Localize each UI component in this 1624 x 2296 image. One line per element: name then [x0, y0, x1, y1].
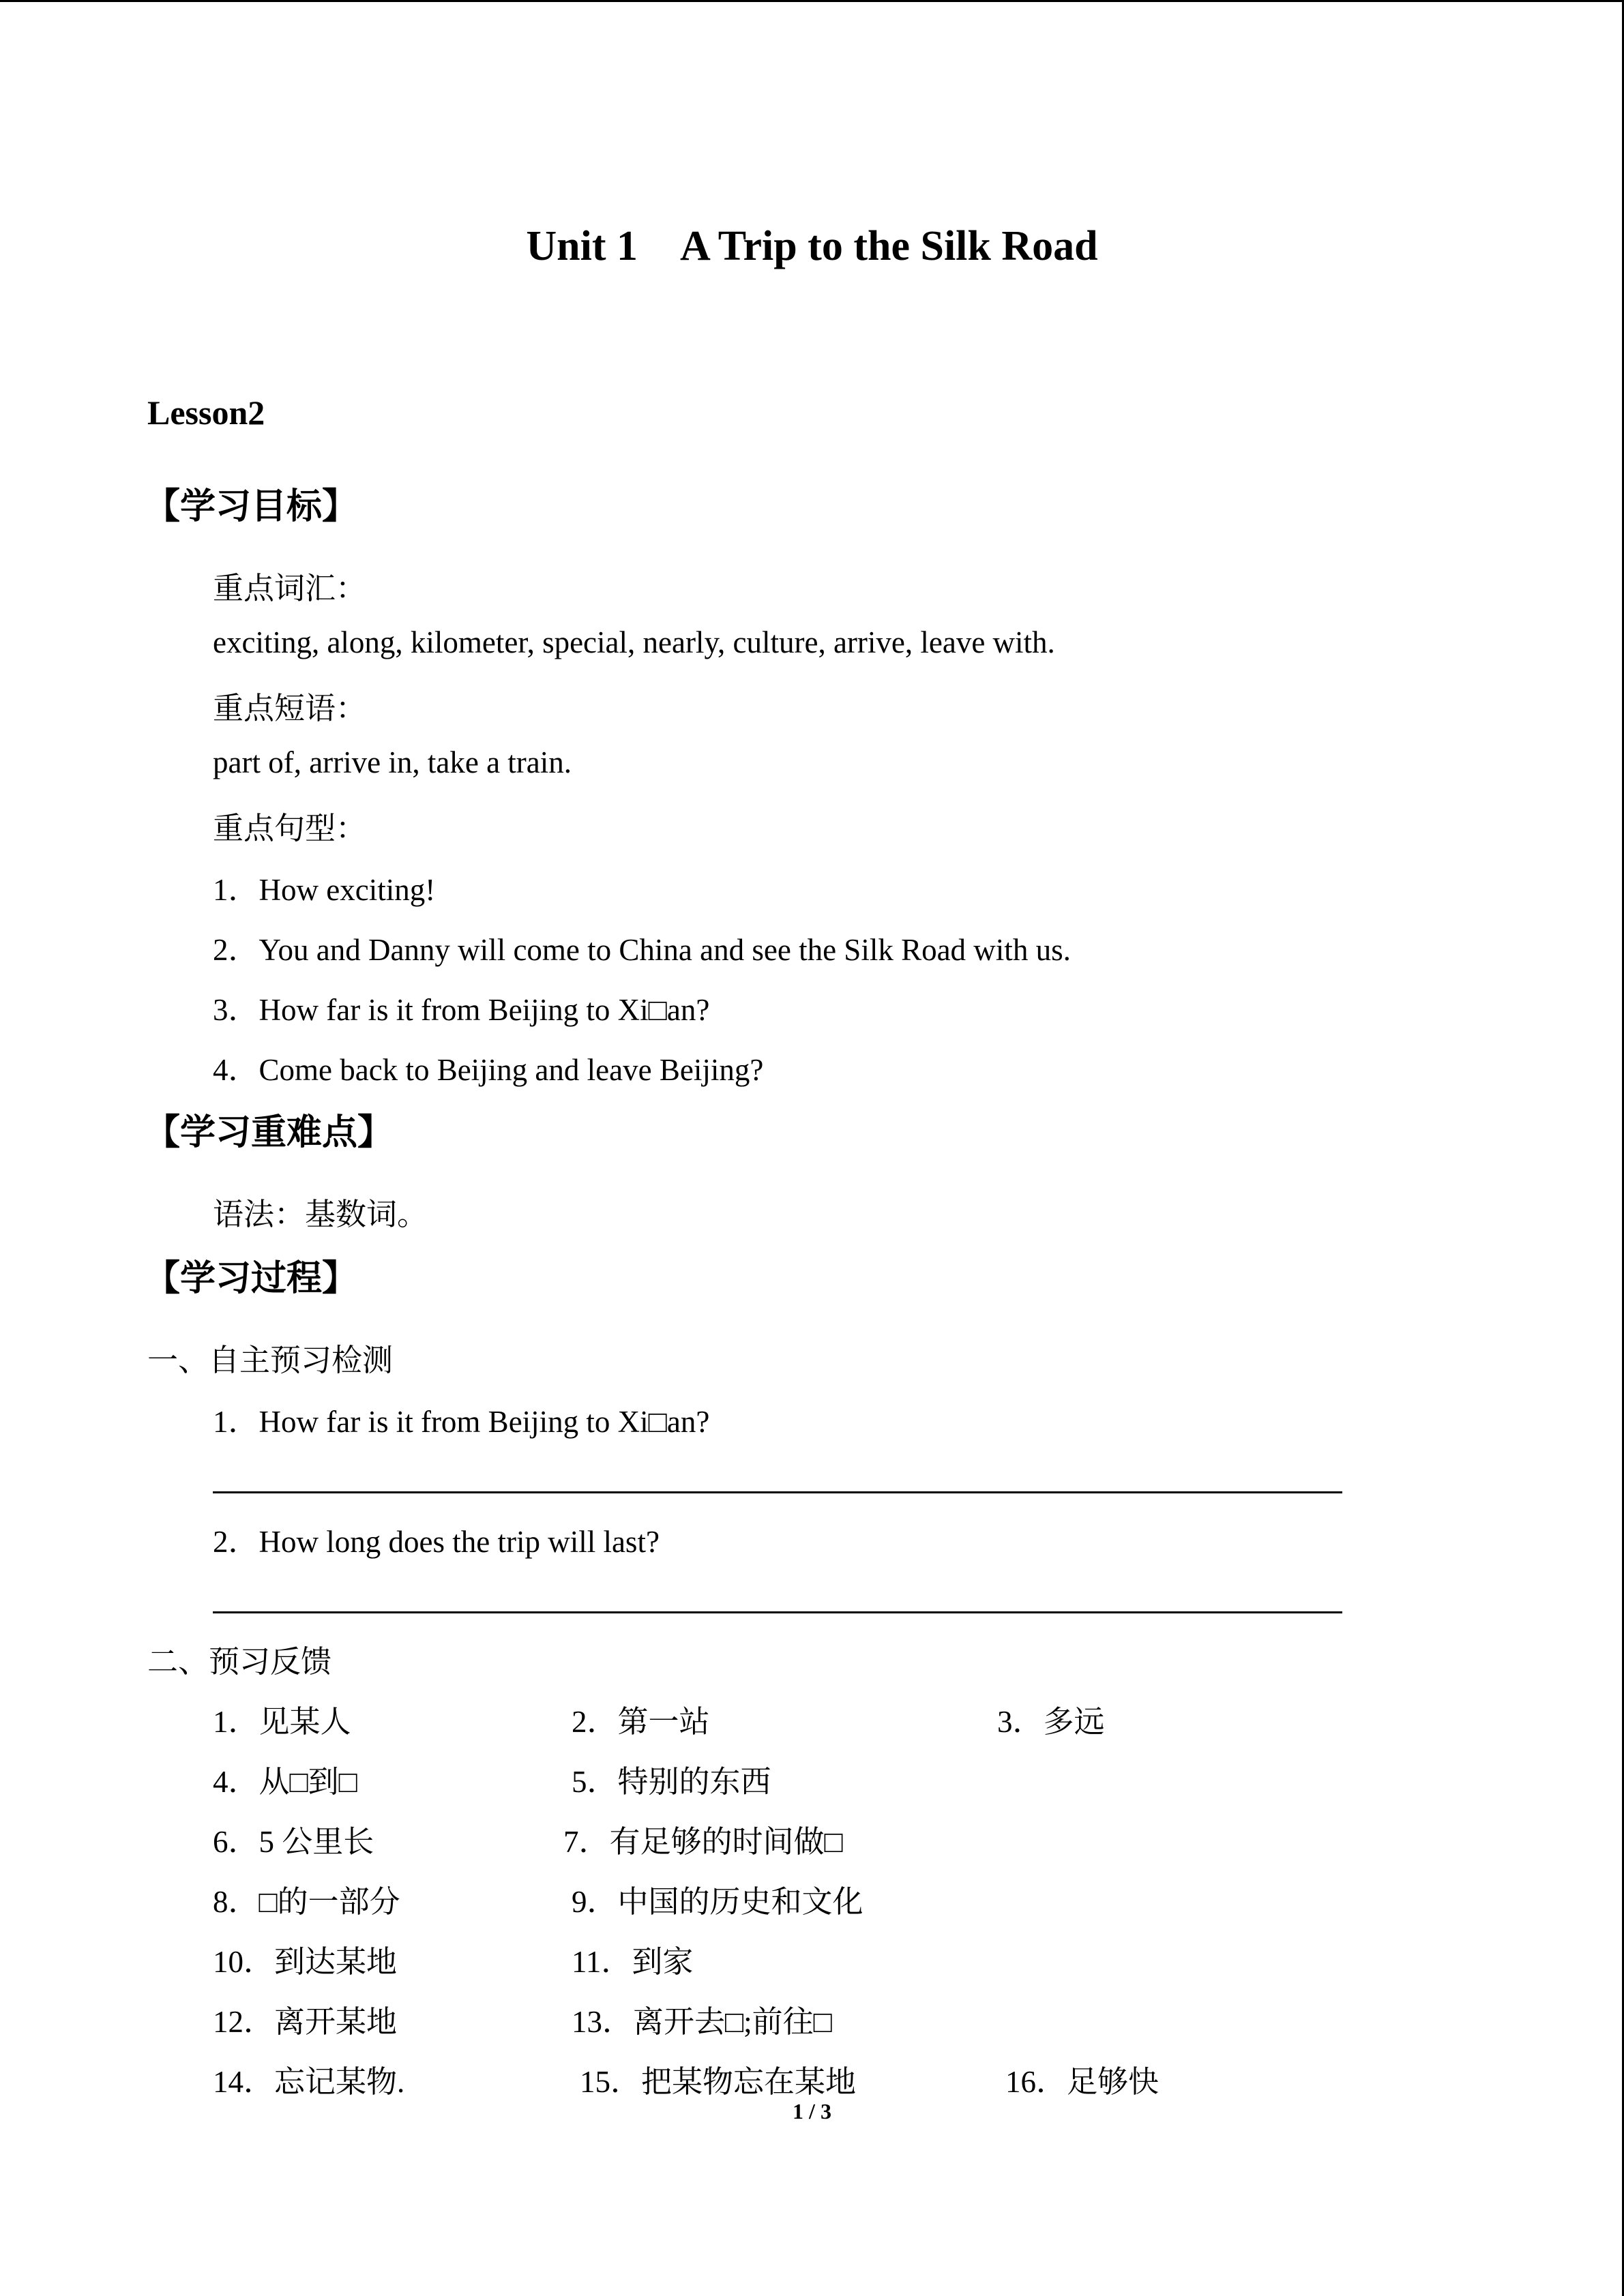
vocab-item: 11．到家 — [572, 1945, 694, 1979]
vocab-item: 16．足够快 — [1005, 2065, 1160, 2099]
document-title: Unit 1 A Trip to the Silk Road — [526, 223, 1098, 269]
difficulties-heading: 【学习重难点】 — [145, 1112, 394, 1153]
question-item: 1．How far is it from Beijing to Xi□an? — [213, 1405, 710, 1439]
sentences-label: 重点句型： — [213, 811, 367, 846]
vocab-item: 5．特别的东西 — [572, 1765, 771, 1799]
process-heading: 【学习过程】 — [145, 1258, 358, 1299]
section2-title: 二、预习反馈 — [147, 1645, 332, 1679]
goals-heading: 【学习目标】 — [145, 486, 358, 527]
vocab-item: 1．见某人 — [213, 1705, 351, 1739]
vocab-item: 15．把某物忘在某地 — [580, 2065, 857, 2099]
grammar-note: 语法：基数词。 — [213, 1197, 428, 1232]
vocab-item: 7．有足够的时间做□ — [563, 1825, 843, 1859]
phrases-list: part of, arrive in, take a train. — [213, 745, 572, 779]
vocab-item: 10．到达某地 — [213, 1945, 398, 1979]
vocab-item: 12．离开某地 — [213, 2005, 398, 2039]
vocab-item: 4．从□到□ — [213, 1765, 357, 1799]
vocab-item: 13．离开去□;前往□ — [572, 2005, 832, 2039]
vocab-item: 2．第一站 — [572, 1705, 710, 1739]
vocab-item: 6．5 公里长 — [213, 1825, 374, 1859]
vocab-item: 9．中国的历史和文化 — [572, 1885, 863, 1919]
page-number: 1 / 3 — [793, 2099, 831, 2123]
section1-title: 一、自主预习检测 — [147, 1343, 394, 1377]
question-item: 2．How long does the trip will last? — [213, 1525, 660, 1559]
phrases-label: 重点短语： — [213, 691, 367, 726]
sentence-item: 4．Come back to Beijing and leave Beijing? — [213, 1053, 764, 1087]
answer-blank-line — [213, 1491, 1342, 1493]
vocab-item: 3．多远 — [997, 1705, 1105, 1739]
vocab-item: 8．□的一部分 — [213, 1885, 400, 1919]
lesson-label: Lesson2 — [147, 393, 265, 432]
vocab-item: 14．忘记某物. — [213, 2065, 405, 2099]
vocab-list: exciting, along, kilometer, special, nearly, culture, arrive, leave with. — [213, 625, 1055, 659]
sentence-item: 1．How exciting! — [213, 873, 436, 907]
answer-blank-line — [213, 1611, 1342, 1613]
sentence-item: 2．You and Danny will come to China and see the Silk Road with us. — [213, 933, 1071, 967]
vocab-label: 重点词汇： — [213, 571, 367, 606]
sentence-item: 3．How far is it from Beijing to Xi□an? — [213, 993, 710, 1027]
page-top-border — [0, 0, 1624, 2]
